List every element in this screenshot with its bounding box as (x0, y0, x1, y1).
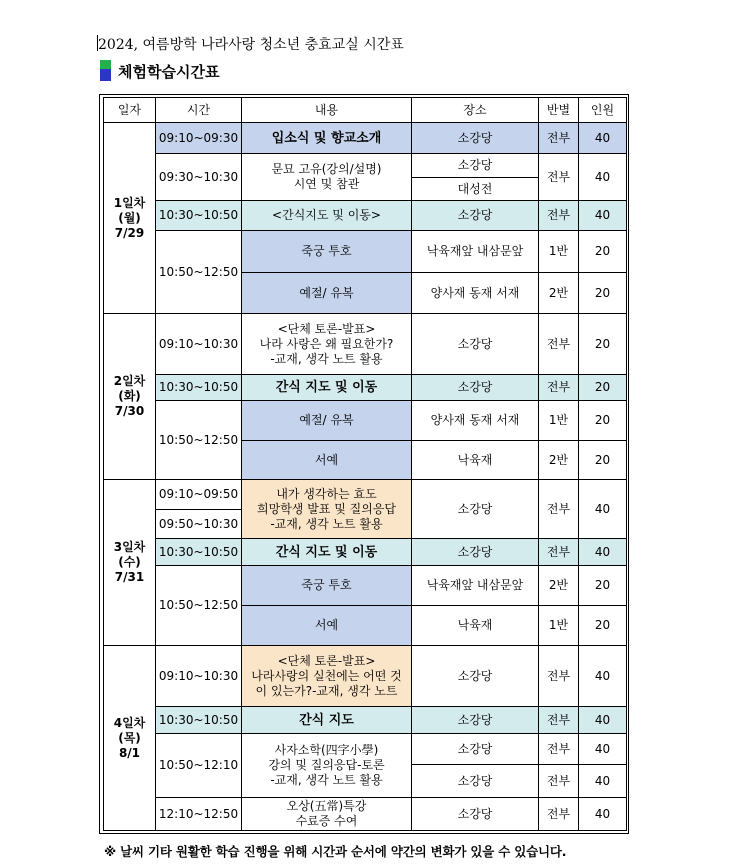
table-cell-place: 소강당 (411, 153, 539, 178)
day-1-label: 1일차 (월) 7/29 (103, 122, 156, 314)
table-cell-time: 10:50~12:50 (155, 400, 242, 480)
day-2-label: 2일차 (화) 7/30 (103, 313, 156, 480)
table-cell-count: 40 (578, 797, 627, 831)
table-cell-content: 간식 지도 및 이동 (241, 538, 412, 566)
day-3-label: 3일차 (수) 7/31 (103, 479, 156, 646)
table-cell-count: 20 (578, 565, 627, 606)
table-cell-content: <단체 토론-발표> 나라사랑의 실천에는 어떤 것 이 있는가?-교재, 생각 노트 (241, 645, 412, 707)
table-cell-place: 소강당 (411, 200, 539, 231)
table-cell-time: 12:10~12:50 (155, 797, 242, 831)
table-cell-place: 소강당 (411, 122, 539, 154)
table-cell-group: 전부 (538, 200, 579, 231)
table-cell-place: 양사재 동재 서재 (411, 272, 539, 314)
table-cell-content: 예절/ 유복 (241, 400, 412, 441)
table-cell-place: 양사재 동재 서재 (411, 400, 539, 441)
table-cell-content: 서예 (241, 440, 412, 480)
table-cell-count: 40 (578, 479, 627, 539)
table-cell-time: 10:30~10:50 (155, 706, 242, 734)
table-cell-content: 오상(五常)특강 수료증 수여 (241, 797, 412, 831)
table-cell-place: 소강당 (411, 706, 539, 734)
table-cell-place: 낙육재 (411, 440, 539, 480)
table-cell-time: 10:30~10:50 (155, 200, 242, 231)
table-cell-content: <간식지도 및 이동> (241, 200, 412, 231)
table-cell-count: 40 (578, 153, 627, 201)
table-cell-time: 09:10~09:50 (155, 479, 242, 510)
table-cell-count: 40 (578, 538, 627, 566)
table-cell-count: 20 (578, 272, 627, 314)
table-cell-group: 전부 (538, 374, 579, 401)
table-cell-content: 예절/ 유복 (241, 272, 412, 314)
table-cell-group: 전부 (538, 764, 579, 798)
table-cell-place: 소강당 (411, 479, 539, 539)
table-cell-count: 20 (578, 313, 627, 375)
table-cell-place: 낙육재앞 내삼문앞 (411, 230, 539, 273)
table-cell-content: 입소식 및 향교소개 (241, 122, 412, 154)
table-cell-count: 40 (578, 200, 627, 231)
table-cell-group: 전부 (538, 538, 579, 566)
table-cell-content: 죽궁 투호 (241, 565, 412, 606)
table-cell-content: 내가 생각하는 효도 희망학생 발표 및 질의응답 -교재, 생각 노트 활용 (241, 479, 412, 539)
table-cell-group: 1반 (538, 605, 579, 646)
table-cell-place: 소강당 (411, 764, 539, 798)
table-cell-time: 09:30~10:30 (155, 153, 242, 201)
header-time: 시간 (155, 97, 242, 123)
table-cell-count: 20 (578, 374, 627, 401)
table-cell-group: 1반 (538, 230, 579, 273)
table-cell-place: 대성전 (411, 177, 539, 201)
header-date: 일자 (103, 97, 156, 123)
table-cell-count: 40 (578, 706, 627, 734)
table-cell-time: 09:50~10:30 (155, 509, 242, 539)
table-cell-place: 소강당 (411, 645, 539, 707)
table-cell-place: 소강당 (411, 538, 539, 566)
table-cell-place: 소강당 (411, 797, 539, 831)
table-cell-time: 10:50~12:50 (155, 565, 242, 646)
table-cell-group: 2반 (538, 272, 579, 314)
table-cell-group: 2반 (538, 565, 579, 606)
table-cell-count: 20 (578, 230, 627, 273)
table-cell-count: 20 (578, 605, 627, 646)
table-cell-count: 20 (578, 440, 627, 480)
table-cell-content: 문묘 고유(강의/설명) 시연 및 참관 (241, 153, 412, 201)
table-cell-count: 40 (578, 122, 627, 154)
document-title: 2024, 여름방학 나라사랑 청소년 충효교실 시간표 (98, 37, 404, 53)
table-cell-time: 09:10~10:30 (155, 645, 242, 707)
table-cell-group: 전부 (538, 153, 579, 201)
table-cell-group: 전부 (538, 479, 579, 539)
table-cell-place: 낙육재앞 내삼문앞 (411, 565, 539, 606)
table-cell-content: <단체 토론-발표> 나라 사랑은 왜 필요한가? -교재, 생각 노트 활용 (241, 313, 412, 375)
table-cell-time: 10:50~12:50 (155, 230, 242, 314)
section-title: 체험학습시간표 (118, 63, 220, 81)
table-cell-content: 사자소학(四字小學) 강의 및 질의응답-토론 -교재, 생각 노트 활용 (241, 733, 412, 798)
table-cell-group: 2반 (538, 440, 579, 480)
day-4-label: 4일차 (목) 8/1 (103, 645, 156, 831)
table-cell-place: 소강당 (411, 733, 539, 765)
table-cell-content: 간식 지도 및 이동 (241, 374, 412, 401)
table-cell-count: 40 (578, 645, 627, 707)
table-cell-group: 전부 (538, 313, 579, 375)
table-cell-group: 전부 (538, 645, 579, 707)
table-cell-time: 10:30~10:50 (155, 374, 242, 401)
header-group: 반별 (538, 97, 579, 123)
table-cell-time: 09:10~09:30 (155, 122, 242, 154)
table-cell-group: 전부 (538, 733, 579, 765)
header-place: 장소 (411, 97, 539, 123)
table-cell-content: 죽궁 투호 (241, 230, 412, 273)
table-cell-count: 20 (578, 400, 627, 441)
table-cell-group: 1반 (538, 400, 579, 441)
header-content: 내용 (241, 97, 412, 123)
table-cell-count: 40 (578, 733, 627, 765)
header-count: 인원 (578, 97, 627, 123)
table-cell-place: 소강당 (411, 374, 539, 401)
table-cell-content: 서예 (241, 605, 412, 646)
table-cell-count: 40 (578, 764, 627, 798)
footnote: ※ 날씨 기타 원활한 학습 진행을 위해 시간과 순서에 약간의 변화가 있을 수 있습니다. (104, 844, 567, 859)
table-cell-time: 10:30~10:50 (155, 538, 242, 566)
table-cell-place: 소강당 (411, 313, 539, 375)
table-cell-content: 간식 지도 (241, 706, 412, 734)
table-cell-place: 낙육재 (411, 605, 539, 646)
table-cell-time: 09:10~10:30 (155, 313, 242, 375)
table-cell-group: 전부 (538, 122, 579, 154)
section-marker-icon (100, 60, 111, 81)
table-cell-time: 10:50~12:10 (155, 733, 242, 798)
table-cell-group: 전부 (538, 706, 579, 734)
table-cell-group: 전부 (538, 797, 579, 831)
